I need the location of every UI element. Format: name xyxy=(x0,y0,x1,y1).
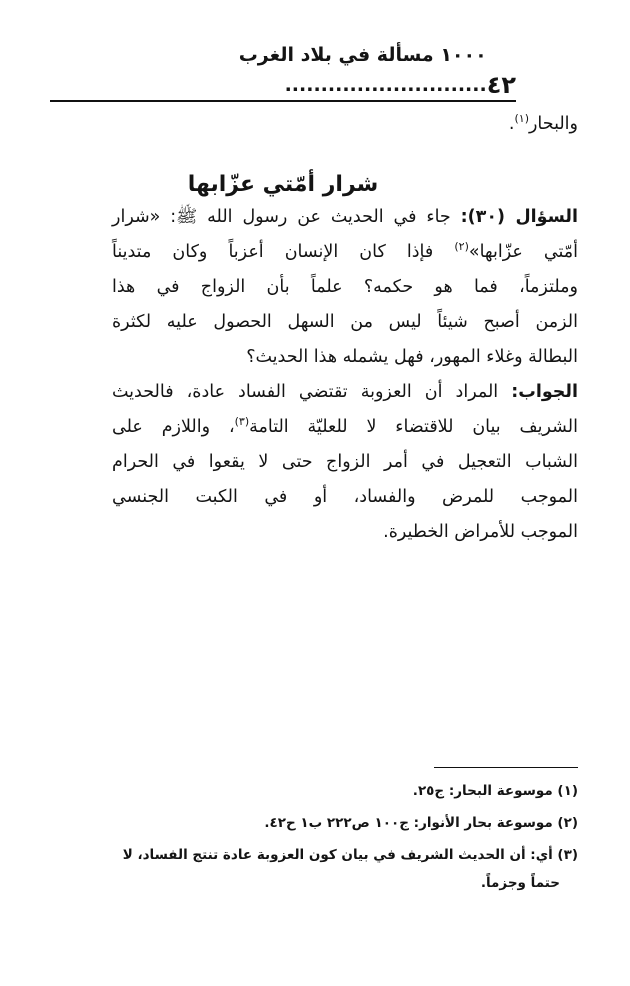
answer-line-2 xyxy=(112,415,578,439)
page-number: ٤٢ xyxy=(486,71,516,99)
question-line-3: وملتزماً، فما هو حكمه؟ علماً بأن الزواج في هذا xyxy=(112,277,578,297)
answer-text-2a: الشريف بيان للاقتضاء لا للعليّة التامة xyxy=(249,417,578,437)
running-title: ١٠٠٠ مسألة في بلاد الغرب ............................ xyxy=(238,44,487,96)
answer-text-2b: ، واللازم على xyxy=(112,417,235,437)
footnote-2: (٢) موسوعة بحار الأنوار: ج١٠٠ ص٢٢٢ ب١ ح٤٢. xyxy=(264,815,578,831)
section-title: شرار أمّتي عزّابها xyxy=(187,172,379,197)
footnote-3-line-1: (٣) أي: أن الحديث الشريف في بيان كون العزوبة عادة تنتج الفساد، لا xyxy=(122,847,578,863)
running-header xyxy=(50,44,516,102)
opening-text: والبحار xyxy=(528,114,578,134)
answer-line-1 xyxy=(112,380,578,404)
answer-line-5: الموجب للأمراض الخطيرة. xyxy=(383,522,578,542)
answer-text-1: المراد أن العزوبة تقتضي الفساد عادة، فالحديث xyxy=(112,382,499,402)
answer-line-4: الموجب للمرض والفساد، أو في الكبت الجنسي xyxy=(112,487,578,507)
footnote-ref-2: (٢) xyxy=(454,240,469,254)
question-text-1: جاء في الحديث عن رسول الله ﷺ: «شرار xyxy=(112,207,451,227)
answer-line-3: الشباب التعجيل في أمر الزواج حتى لا يقعوا في الحرام xyxy=(112,452,578,472)
footnote-ref-1: (١) xyxy=(514,112,529,126)
opening-line xyxy=(112,112,578,136)
question-label: السؤال (٣٠): xyxy=(460,207,578,227)
footnote-ref-3: (٣) xyxy=(234,415,250,429)
question-text-2a: أمّتي عزّابها» xyxy=(468,242,578,262)
opening-period: . xyxy=(508,114,515,134)
answer-label: الجواب: xyxy=(511,382,578,402)
question-line-2 xyxy=(112,240,578,264)
question-text-2b: فإذا كان الإنسان أعزباً وكان متديناً xyxy=(112,242,434,262)
question-line-1 xyxy=(112,205,578,229)
question-line-4: الزمن أصبح شيئاً ليس من السهل الحصول عليه لكثرة xyxy=(112,312,578,332)
footnote-1: (١) موسوعة البحار: ج٢٥. xyxy=(412,783,578,799)
footnote-divider xyxy=(434,767,578,768)
footnote-3-line-2: حتماً وجزماً. xyxy=(480,875,560,891)
question-line-5: البطالة وغلاء المهور، فهل يشمله هذا الحديث؟ xyxy=(246,347,578,367)
